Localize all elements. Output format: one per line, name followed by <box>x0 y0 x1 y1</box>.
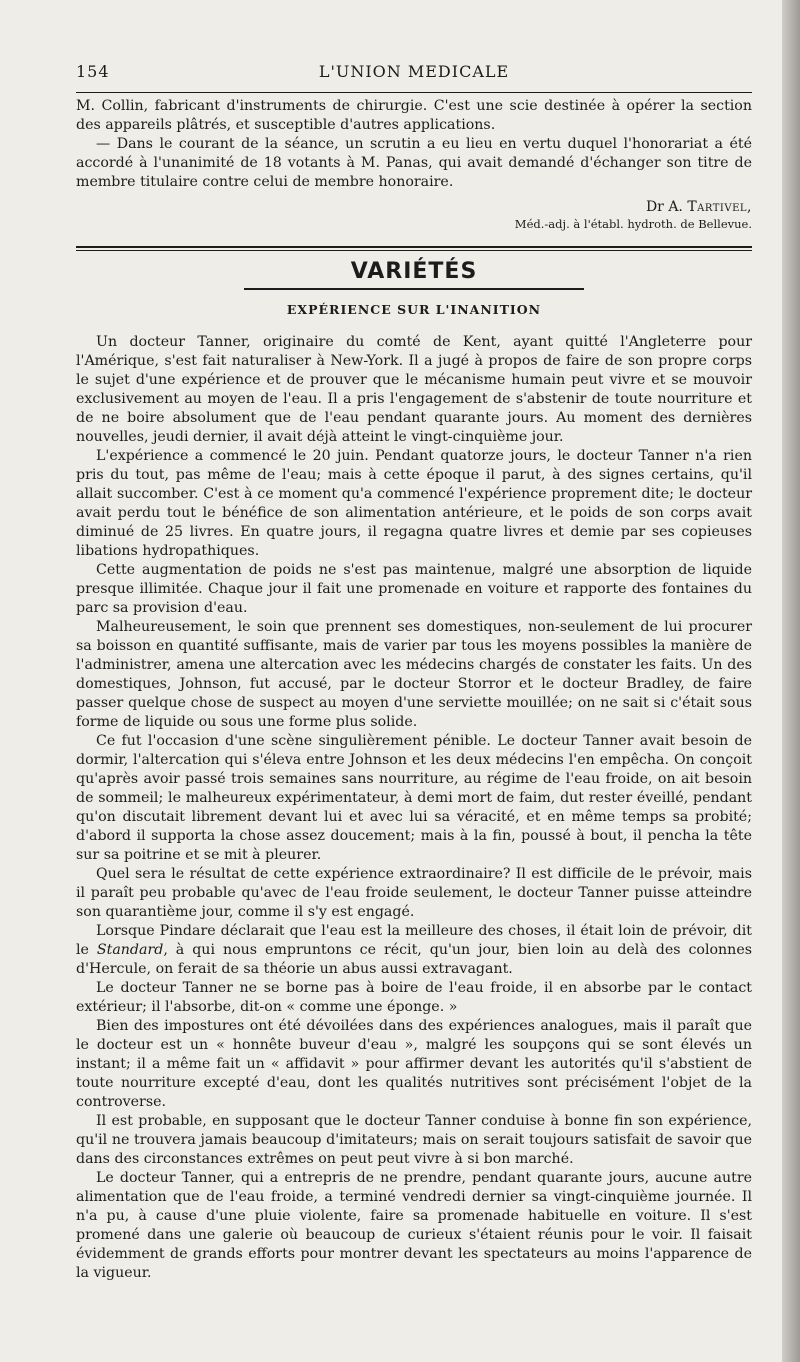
paragraph-6: Quel sera le résultat de cette expérience extraordinaire? Il est difficile de le prévoir, mais il paraît peu probable qu'avec de l'eau froide seulement, le docteur Tanner puisse atteindre son quarantième jour, comme il s'y est engagé. <box>76 866 752 920</box>
journal-title: L'UNION MEDICALE <box>318 62 510 81</box>
paragraph-collin: M. Collin, fabricant d'instruments de chirurgie. C'est une scie destinée à opérer la section des appareils plâtrés, et susceptible d'autres applications. <box>76 98 752 133</box>
page-gutter-shadow <box>782 0 800 1362</box>
paragraph-1: Un docteur Tanner, originaire du comté de Kent, ayant quitté l'Angleterre pour l'Amérique, s'est fait naturaliser à New-York. Il a jugé à propos de faire de son propre corps le sujet d'une expérience et de prouver que le mécanisme humain peut vivre et se mouvoir exclusivement au moyen de l'eau. Il a pris l'engagement de s'abstenir de toute nourriture et de ne boire absolument que de l'eau pendant quarante jours. Au moment des dernières nouvelles, jeudi dernier, il avait déjà atteint le vingt-cinquième jour. <box>76 334 752 445</box>
paragraph-7 <box>76 922 752 979</box>
paragraph-scrutin: — Dans le courant de la séance, un scrutin a eu lieu en vertu duquel l'honorariat a été accordé à l'unanimité de 18 votants à M. Panas, qui avait demandé d'échanger son titre de membre titulaire contre celui de membre honoraire. <box>76 136 752 190</box>
paragraph-3: Cette augmentation de poids ne s'est pas maintenue, malgré une absorption de liquide presque illimitée. Chaque jour il fait une promenade en voiture et rapporte des fontaines du parc sa provision d'eau. <box>76 562 752 616</box>
paragraph-2: L'expérience a commencé le 20 juin. Pendant quatorze jours, le docteur Tanner n'a rien pris du tout, pas même de l'eau; mais à cette époque il parut, à des signes certains, qu'il allait succomber. C'est à ce moment qu'a commencé l'expérience proprement dite; le docteur avait perdu tout le bénéfice de son alimentation antérieure, et le poids de son corps avait diminué de 25 livres. En quatre jours, il regagna quatre livres et demie par ses copieuses libations hydropathiques. <box>76 448 752 559</box>
signature-prefix: Dr A. <box>645 199 688 215</box>
previous-article-end <box>76 97 752 232</box>
running-head <box>76 62 752 88</box>
section-double-rule <box>76 246 752 251</box>
paragraph-9: Bien des impostures ont été dévoilées dans des expériences analogues, mais il paraît que le docteur est un « honnête buveur d'eau », malgré les soupçons qui se sont élevés un instant; il a même fait un « affidavit » pour affirmer devant les autorités qu'il s'abstient de toute nourriture excepté d'eau, dont les qualités nutritives sont précisément l'objet de la controverse. <box>76 1018 752 1110</box>
header-rule <box>76 92 752 93</box>
author-signature <box>76 198 752 217</box>
page-number: 154 <box>76 62 110 81</box>
standard-newspaper-title: Standard <box>96 942 164 958</box>
paragraph-4: Malheureusement, le soin que prennent ses domestiques, non-seulement de lui procurer sa boisson en quantité suffisante, mais de varier par tous les moyens possibles la manière de l'administrer, amena une altercation avec les médecins chargés de constater les faits. Un des domestiques, Johnson, fut accusé, par le docteur Storror et le docteur Bradley, de faire passer quelque chose de suspect au moyen d'une serviette mouillée; on ne sait si c'était sous forme de liquide ou sous une forme plus solide. <box>76 619 752 730</box>
section-title: VARIÉTÉS <box>350 259 478 284</box>
paragraph-5: Ce fut l'occasion d'une scène singulièrement pénible. Le docteur Tanner avait besoin de dormir, l'altercation qui s'éleva entre Johnson et les deux médecins l'en empêcha. On conçoit qu'après avoir passé trois semaines sans nourriture, au régime de l'eau froide, on ait besoin de sommeil; le malheureux expérimentateur, à demi mort de faim, dut rester éveillé, pendant qu'on discutait librement devant lui et avec lui sa véracité, et en même temps sa probité; d'abord il supporta la chose assez doucement; mais à la fin, poussé à bout, il pencha la tête sur sa poitrine et se mit à pleurer. <box>76 733 752 863</box>
paragraph-11: Le docteur Tanner, qui a entrepris de ne prendre, pendant quarante jours, aucune autre alimentation que de l'eau froide, a terminé vendredi dernier sa vingt-cinquième journée. Il n'a pu, à cause d'une pluie violente, faire sa promenade habituelle en voiture. Il s'est promené dans une galerie où beaucoup de curieux s'étaient réunis pour le voir. Il faisait évidemment de grands efforts pour montrer devant les spectateurs au moins l'apparence de la vigueur. <box>76 1170 752 1281</box>
paragraph-8: Le docteur Tanner ne se borne pas à boire de l'eau froide, il en absorbe par le contact extérieur; il l'absorbe, dit-on « comme une éponge. » <box>76 980 752 1015</box>
title-underline <box>244 288 584 290</box>
paragraph-7-a: Lorsque Pindare déclarait que l'eau est la meilleure des choses, il était loin de prévoir, dit le <box>76 923 752 958</box>
article-body <box>76 333 752 1283</box>
author-affiliation: Méd.-adj. à l'établ. hydroth. de Bellevue. <box>514 217 752 231</box>
paragraph-7-b: , à qui nous empruntons ce récit, qu'un jour, bien loin au delà des colonnes d'Hercule, on ferait de sa théorie un abus aussi extravagant. <box>76 942 752 977</box>
page-content <box>76 62 752 1283</box>
paragraph-10: Il est probable, en supposant que le docteur Tanner conduise à bonne fin son expérience, qu'il ne trouvera jamais beaucoup d'imitateurs; mais on serait toujours satisfait de savoir que dans des circonstances extrêmes on peut peut vivre à si bon marché. <box>76 1113 752 1167</box>
article-subtitle: EXPÉRIENCE SUR L'INANITION <box>286 302 542 317</box>
section-header <box>76 246 752 317</box>
signature-name: Tartivel, <box>687 199 752 215</box>
